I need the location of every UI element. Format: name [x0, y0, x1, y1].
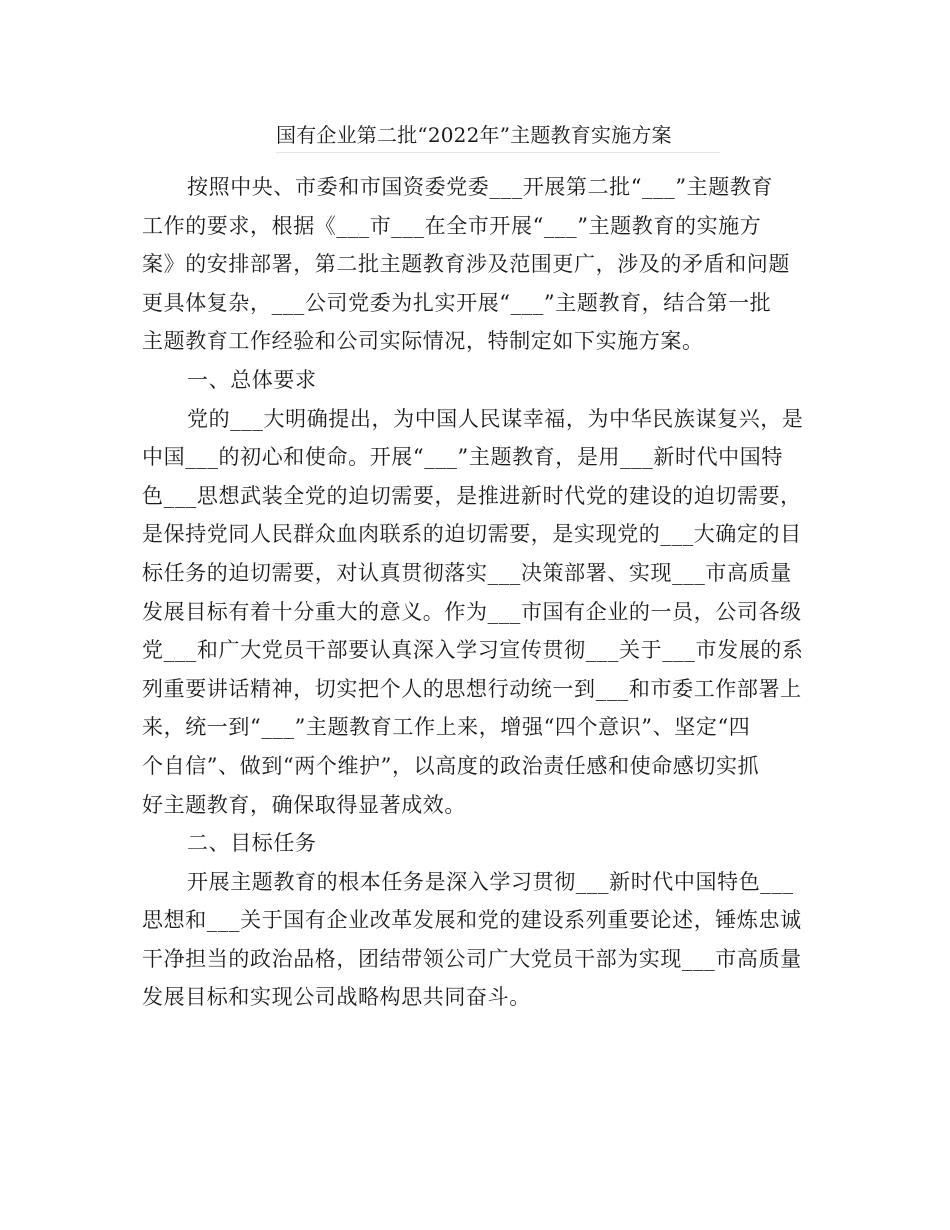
paragraph-intro-line-5: 主题教育工作经验和公司实际情况，特制定如下实施方案。 — [142, 329, 704, 354]
paragraph-requirements-line-10: 个自信”、做到“两个维护”，以高度的政治责任感和使命感切实抓 — [142, 753, 760, 778]
document-body — [142, 168, 812, 1017]
paragraph-requirements-line-4: 是保持党同人民群众血肉联系的迫切需要，是实现党的___大确定的目 — [142, 522, 802, 547]
paragraph-intro-line-1: 按照中央、市委和市国资委党委___开展第二批“___”主题教育 — [187, 175, 774, 199]
paragraph-requirements-line-3: 色___思想武装全党的迫切需要，是推进新时代党的建设的迫切需要， — [142, 483, 802, 508]
section-heading-objectives: 二、目标任务 — [187, 831, 317, 856]
document-title: 国有企业第二批“2022年”主题教育实施方案 — [276, 118, 720, 153]
paragraph-intro-line-4: 更具体复杂，___公司党委为扎实开展“___”主题教育，结合第一批 — [142, 290, 772, 315]
paragraph-requirements-line-9: 来，统一到“___”主题教育工作上来，增强“四个意识”、坚定“四 — [142, 715, 751, 740]
section-heading-overall-requirements: 一、总体要求 — [187, 367, 317, 392]
paragraph-requirements-line-2: 中国___的初心和使命。开展“___”主题教育，是用___新时代中国特 — [142, 445, 783, 470]
paragraph-requirements-line-11: 好主题教育，确保取得显著成效。 — [142, 792, 466, 817]
paragraph-requirements-line-8: 列重要讲话精神，切实把个人的思想行动统一到___和市委工作部署上 — [142, 676, 802, 701]
paragraph-requirements-line-7: 党___和广大党员干部要认真深入学习宣传贯彻___关于___市发展的系 — [142, 638, 804, 663]
paragraph-requirements-line-6: 发展目标有着十分重大的意义。作为___市国有企业的一员，公司各级 — [142, 599, 802, 624]
paragraph-objectives-line-4: 发展目标和实现公司战略构思共同奋斗。 — [142, 985, 531, 1010]
paragraph-requirements-line-5: 标任务的迫切需要，对认真贯彻落实___决策部署、实现___市高质量 — [142, 560, 792, 585]
paragraph-objectives-line-1: 开展主题教育的根本任务是深入学习贯彻___新时代中国特色___ — [187, 869, 794, 894]
paragraph-intro-line-3: 案》的安排部署，第二批主题教育涉及范围更广，涉及的矛盾和问题 — [142, 252, 790, 277]
paragraph-intro-line-2: 工作的要求，根据《___市___在全市开展“___”主题教育的实施方 — [142, 213, 762, 238]
paragraph-objectives-line-2: 思想和___关于国有企业改革发展和党的建设系列重要论述，锤炼忠诚 — [142, 908, 802, 933]
paragraph-objectives-line-3: 干净担当的政治品格，团结带领公司广大党员干部为实现___市高质量 — [142, 946, 802, 971]
paragraph-requirements-line-1: 党的___大明确提出，为中国人民谋幸福，为中华民族谋复兴，是 — [187, 406, 804, 431]
